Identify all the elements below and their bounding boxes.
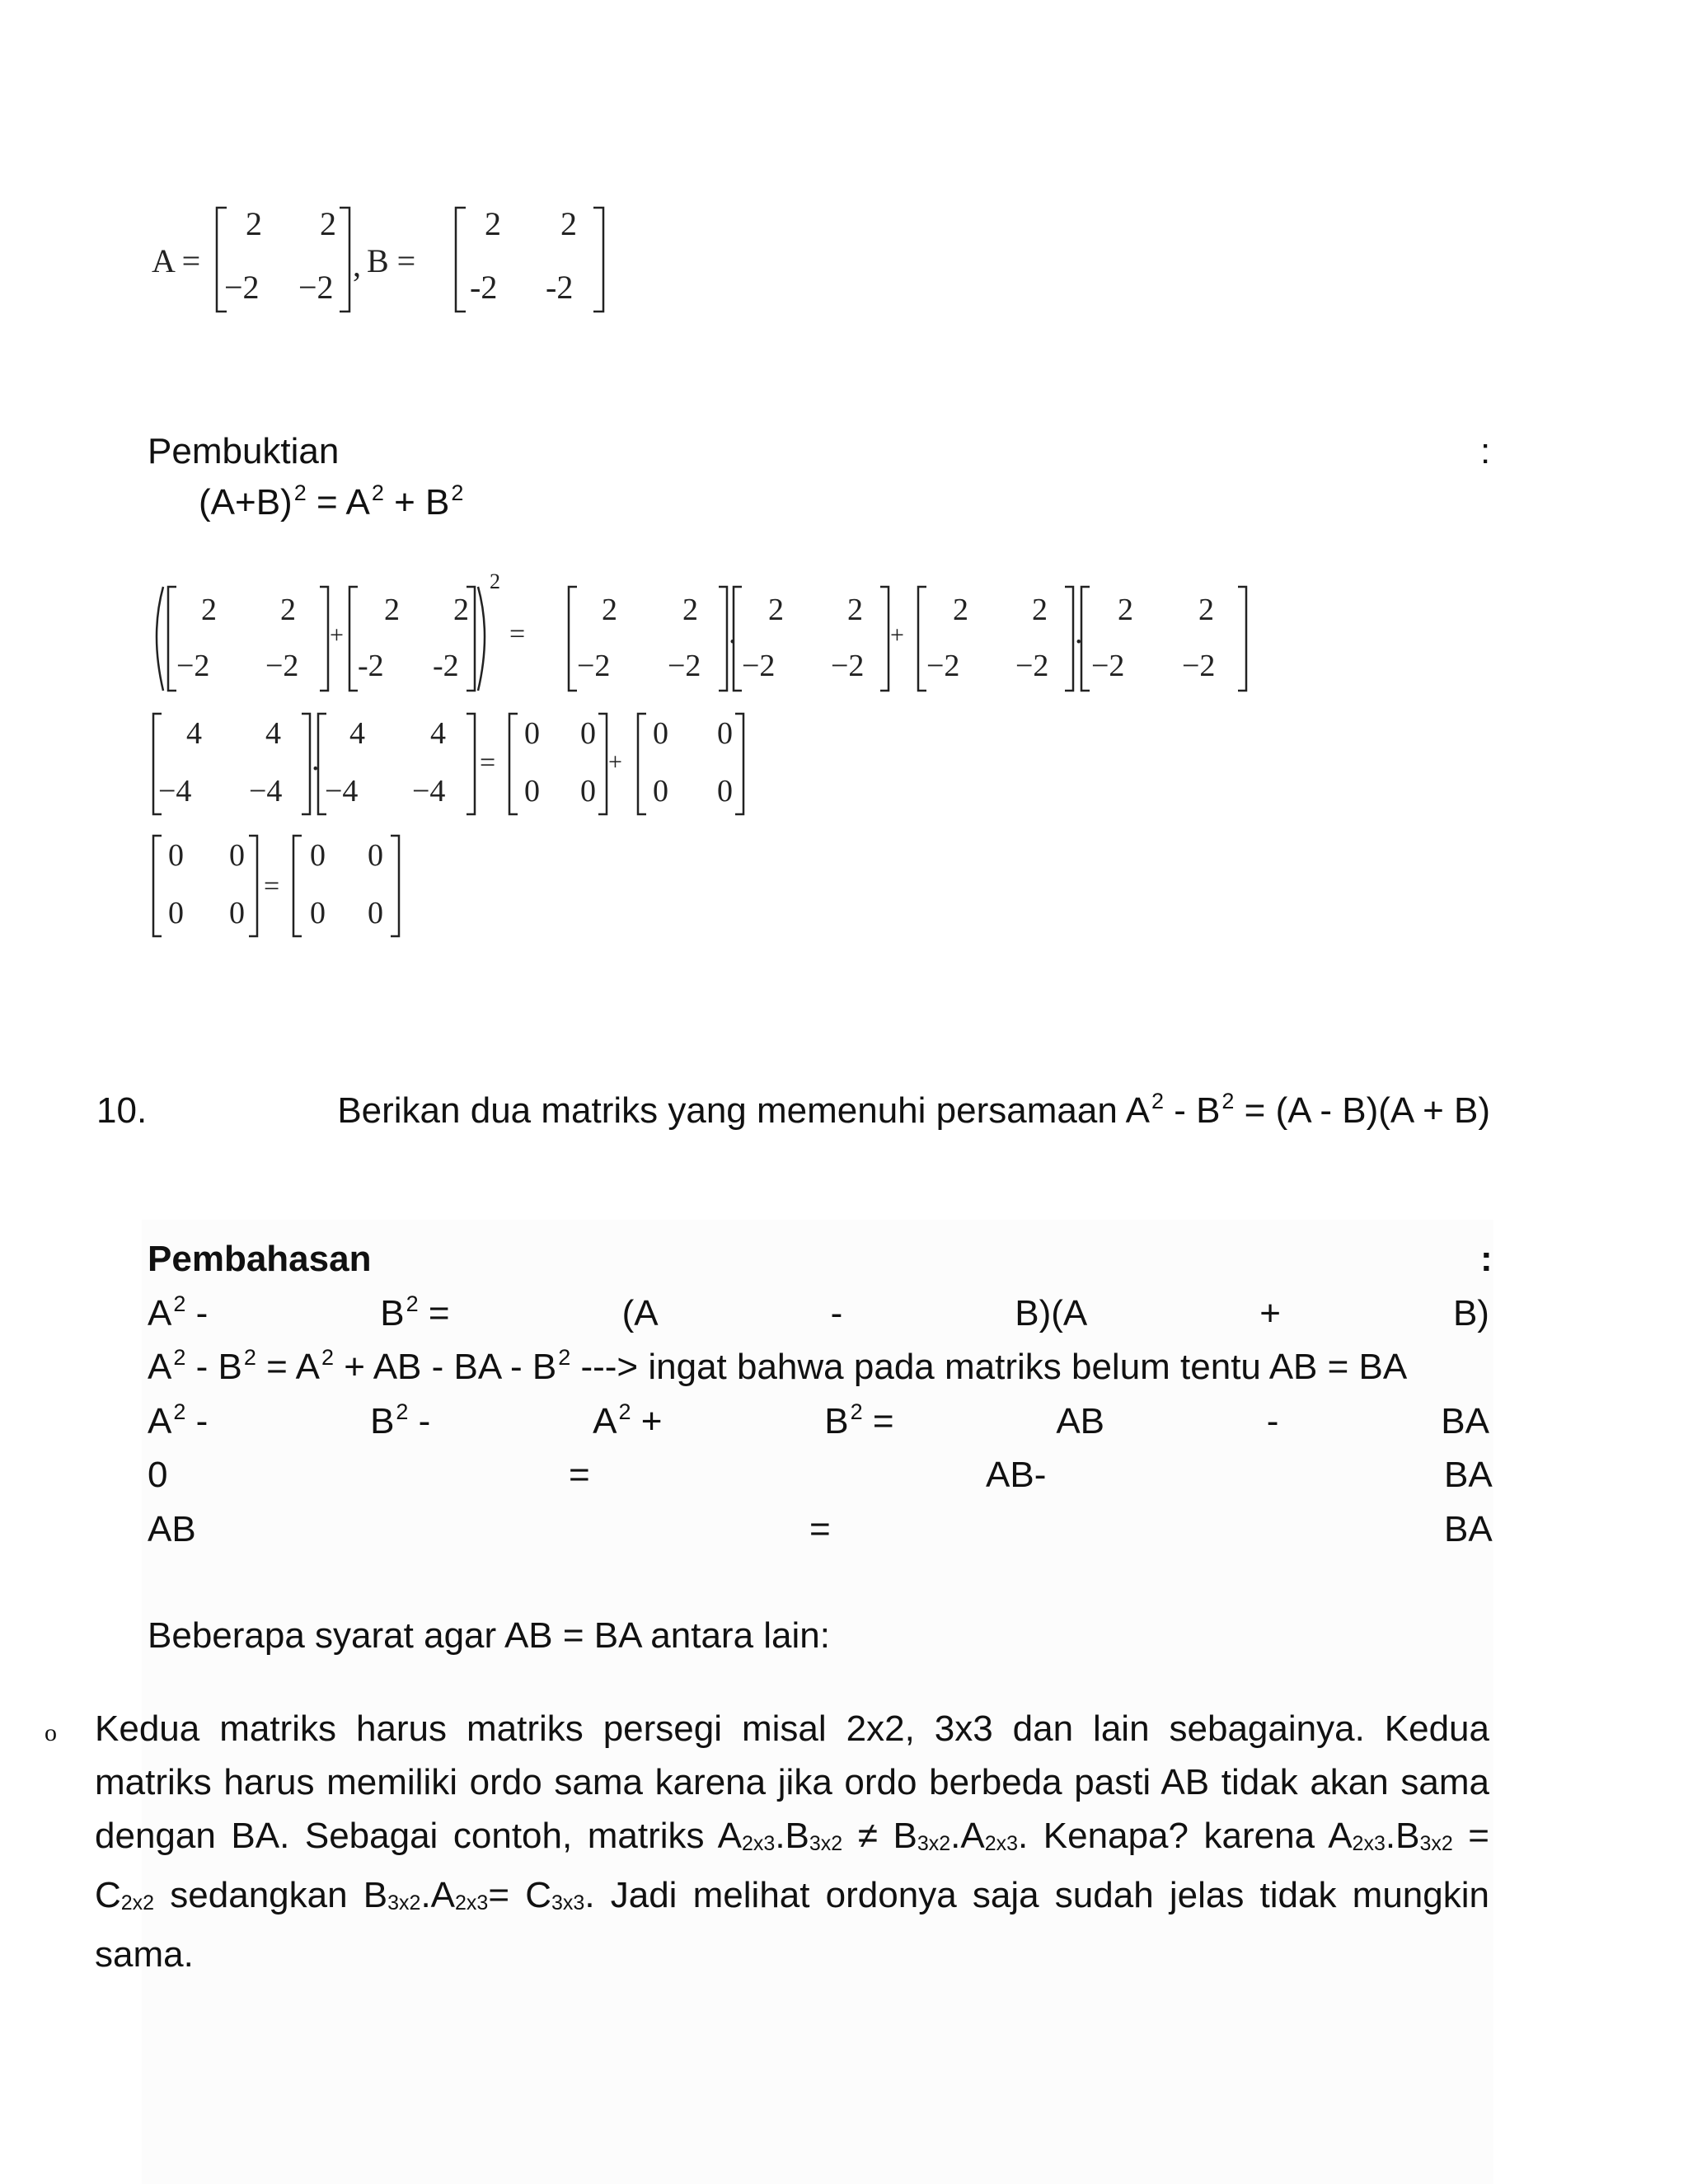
- exponent: 2: [451, 480, 464, 505]
- cell: 0: [524, 774, 540, 808]
- cell: −2: [742, 649, 776, 683]
- exponent: 2: [371, 480, 384, 505]
- dot: .: [312, 743, 320, 777]
- cell: 0: [524, 716, 540, 751]
- discussion-row-5-b: =: [809, 1509, 831, 1549]
- cell: −2: [1015, 649, 1049, 683]
- cell: 2: [453, 593, 469, 627]
- bullet-marker: o: [45, 1719, 57, 1746]
- cell: 0: [653, 716, 668, 751]
- cell: 2: [768, 593, 784, 627]
- discussion-row-1: [148, 1291, 1489, 1338]
- cell: 0: [229, 896, 245, 930]
- text: = A: [306, 482, 370, 523]
- question-text: [298, 1089, 1490, 1131]
- exponent: 2: [293, 480, 307, 505]
- cell: 0: [580, 716, 596, 751]
- discussion-row-4-c: AB-: [986, 1455, 1047, 1495]
- cell: 4: [186, 716, 202, 751]
- exponent: 2: [1221, 1089, 1235, 1113]
- conditions-intro: Beberapa syarat agar AB = BA antara lain:: [148, 1615, 830, 1656]
- cell: −2: [224, 269, 260, 306]
- term: +: [1259, 1293, 1281, 1333]
- cell: 2: [485, 205, 501, 242]
- cell: -2: [358, 649, 384, 683]
- discussion-row-4-b: =: [569, 1455, 590, 1495]
- cell: 2: [682, 593, 698, 627]
- discussion-row-5-a: AB: [148, 1509, 196, 1549]
- text: (A+B): [199, 482, 293, 523]
- label-a: A =: [152, 242, 201, 279]
- cell: 0: [168, 838, 184, 873]
- proof-heading: Pembuktian: [148, 431, 340, 471]
- matrix-line-3: [148, 827, 412, 943]
- cell: 2: [847, 593, 863, 627]
- cell: −2: [1091, 649, 1125, 683]
- term: -: [1266, 1401, 1279, 1441]
- cell: −2: [577, 649, 611, 683]
- cell: 0: [168, 896, 184, 930]
- cell: -2: [470, 269, 498, 306]
- discussion-heading: Pembahasan: [148, 1239, 372, 1279]
- matrix-definition: [148, 198, 610, 321]
- cell: −2: [298, 269, 334, 306]
- label-b: B =: [367, 242, 416, 279]
- cell: 2: [1198, 593, 1214, 627]
- cell: −4: [249, 774, 283, 808]
- discussion-row-5-c: BA: [1444, 1509, 1493, 1549]
- plus-sign: +: [608, 748, 622, 776]
- separator: ,: [353, 246, 361, 284]
- cell: -2: [546, 269, 574, 306]
- dot: .: [729, 616, 737, 650]
- power: 2: [490, 569, 500, 593]
- cell: 2: [560, 205, 577, 242]
- proof-colon: :: [1480, 431, 1491, 471]
- cell: 2: [953, 593, 968, 627]
- equals-sign: =: [264, 871, 280, 902]
- term: $B^2$ =: [824, 1399, 894, 1441]
- term: $A^2$ -: [148, 1291, 209, 1333]
- cell: 0: [310, 896, 326, 930]
- term: -: [830, 1293, 843, 1333]
- cell: −4: [412, 774, 446, 808]
- discussion-row-2: $A^2 - B^2 = A^2$ + AB - BA - $B^2$ ---> ingat bahwa pada matriks belum tentu AB = BA: [148, 1345, 1408, 1387]
- cell: 4: [349, 716, 365, 751]
- cell: −4: [158, 774, 192, 808]
- term: $B^2$ -: [370, 1399, 431, 1441]
- cell: -2: [433, 649, 459, 683]
- term: B): [1452, 1293, 1489, 1333]
- matrix-line-1: [148, 569, 1253, 701]
- term: BA: [1441, 1401, 1489, 1441]
- cell: 0: [653, 774, 668, 808]
- cell: 0: [310, 838, 326, 873]
- cell: −2: [265, 649, 299, 683]
- cell: −2: [831, 649, 865, 683]
- term: B)(A: [1015, 1293, 1088, 1333]
- equals-sign: =: [509, 619, 526, 649]
- cell: 2: [246, 205, 262, 242]
- cell: −4: [325, 774, 359, 808]
- plus-sign: +: [890, 621, 904, 649]
- discussion-colon: :: [1480, 1239, 1493, 1279]
- term: AB: [1056, 1401, 1105, 1441]
- proof-statement: [199, 480, 464, 523]
- cell: −2: [926, 649, 960, 683]
- text: - B: [1163, 1090, 1221, 1131]
- term: $A^2$ -: [148, 1399, 209, 1441]
- term: (A: [621, 1293, 659, 1333]
- exponent: 2: [1151, 1089, 1164, 1113]
- cell: 0: [229, 838, 245, 873]
- text: = (A - B)(A + B): [1234, 1090, 1490, 1131]
- discussion-row-4-a: 0: [148, 1455, 168, 1495]
- text: + B: [383, 482, 450, 523]
- question-number: 10.: [96, 1090, 148, 1131]
- cell: 2: [1118, 593, 1133, 627]
- cell: 0: [717, 716, 733, 751]
- cell: 2: [384, 593, 400, 627]
- discussion-row-4-d: BA: [1444, 1455, 1493, 1495]
- plus-sign: +: [330, 621, 344, 649]
- cell: 0: [368, 896, 383, 930]
- cell: 4: [265, 716, 281, 751]
- term: $B^2$ =: [380, 1291, 450, 1333]
- cell: 2: [1032, 593, 1048, 627]
- cell: 2: [201, 593, 217, 627]
- discussion-row-3: [148, 1399, 1489, 1446]
- cell: 0: [580, 774, 596, 808]
- cell: −2: [668, 649, 701, 683]
- cell: 0: [368, 838, 383, 873]
- cell: −2: [176, 649, 210, 683]
- term: $A^2$ +: [593, 1399, 663, 1441]
- bullet-paragraph: Kedua matriks harus matriks persegi misal 2x2, 3x3 dan lain sebagainya. Kedua matriks harus memiliki ordo sama karena jika ordo berbeda pasti AB tidak akan sama dengan BA. Sebagai contoh, matriks $A_{2x3}.B_{3x2} \ne B_{3x2}.A_{2x3}$. Kenapa? karena $A_{2x3}.B_{3x2} = C_{2x2}$ sedangkan $B_{3x2}.A_{2x3}= C_{3x3}$. Jadi melihat ordonya saja sudah jelas tidak mungkin sama.: [95, 1708, 1489, 1975]
- cell: 2: [280, 593, 296, 627]
- cell: 4: [430, 716, 446, 751]
- matrix-line-2: [148, 705, 758, 821]
- cell: 2: [320, 205, 336, 242]
- cell: 2: [602, 593, 617, 627]
- text: Berikan dua matriks yang memenuhi persamaan A: [337, 1090, 1150, 1131]
- dot: .: [1075, 616, 1083, 650]
- equals-sign: =: [480, 748, 496, 778]
- cell: −2: [1182, 649, 1216, 683]
- cell: 0: [717, 774, 733, 808]
